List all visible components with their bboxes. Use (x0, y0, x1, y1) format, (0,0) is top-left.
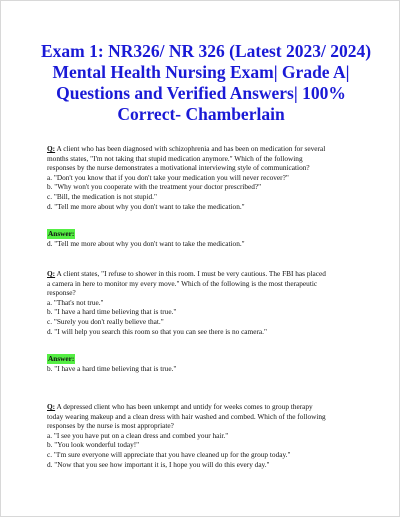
question-text: responses by the nurse is most appropriate? (47, 421, 174, 431)
question-label: Q: (47, 144, 56, 153)
question-text: A client states, "I refuse to shower in this room. I must be very cautious. The FBI has placed (56, 269, 326, 278)
option-d: d. "I will help you search this room so that you can see there is no camera." (47, 326, 267, 336)
question-text: responses by the nurse demonstrates a motivational interviewing style of communication? (47, 163, 310, 173)
question-text: today wearing makeup and a clean dress with hair washed and combed. Which of the following (47, 411, 326, 421)
option-b: b. "I have a hard time believing that is true." (47, 307, 177, 317)
question-text: response? (47, 288, 76, 298)
option-c: c. "I'm sure everyone will appreciate that you have cleaned up for the group today." (47, 449, 291, 459)
title-line: Exam 1: NR326/ NR 326 (Latest 2023/ 2024) (41, 41, 372, 61)
question-3 (47, 402, 365, 469)
answer-label: Answer: (48, 354, 75, 363)
answer-1 (47, 229, 365, 248)
title-line: Correct- Chamberlain (117, 104, 285, 124)
question-text: A client who has been diagnosed with schizophrenia and has been on medication for several (56, 144, 326, 153)
question-label: Q: (47, 269, 56, 278)
question-2 (47, 269, 365, 336)
question-text: months states, "I'm not taking that stupid medication anymore." Which of the following (47, 153, 303, 163)
title-line: Questions and Verified Answers| 100% (56, 83, 346, 103)
question-text: A depressed client who has been unkempt and untidy for weeks comes to group therapy (56, 402, 313, 411)
question-1 (47, 144, 365, 211)
answer-text: d. "Tell me more about why you don't want to take the medication." (47, 238, 245, 248)
option-a: a. "That's not true." (47, 297, 104, 307)
option-b: b. "Why won't you cooperate with the treatment your doctor prescribed?" (47, 182, 262, 192)
option-c: c. "Bill, the medication is not stupid." (47, 191, 157, 201)
option-d: d. "Now that you see how important it is, I hope you will do this every day." (47, 459, 270, 469)
option-b: b. "You look wonderful today!" (47, 440, 140, 450)
title-line: Mental Health Nursing Exam| Grade A| (52, 62, 350, 82)
option-a: a. "I see you have put on a clean dress and combed your hair." (47, 430, 229, 440)
answer-2 (47, 354, 365, 373)
answer-text: b. "I have a hard time believing that is true." (47, 363, 177, 373)
document-title (41, 41, 372, 125)
answer-label: Answer: (48, 229, 75, 238)
option-a: a. "Don't you know that if you don't take your medication you will never recover?" (47, 172, 289, 182)
option-d: d. "Tell me more about why you don't want to take the medication." (47, 201, 245, 211)
question-label: Q: (47, 402, 56, 411)
option-c: c. "Surely you don't really believe that." (47, 316, 164, 326)
question-text: a camera in here to monitor my every move." Which of the following is the most therapeutic (47, 278, 318, 288)
